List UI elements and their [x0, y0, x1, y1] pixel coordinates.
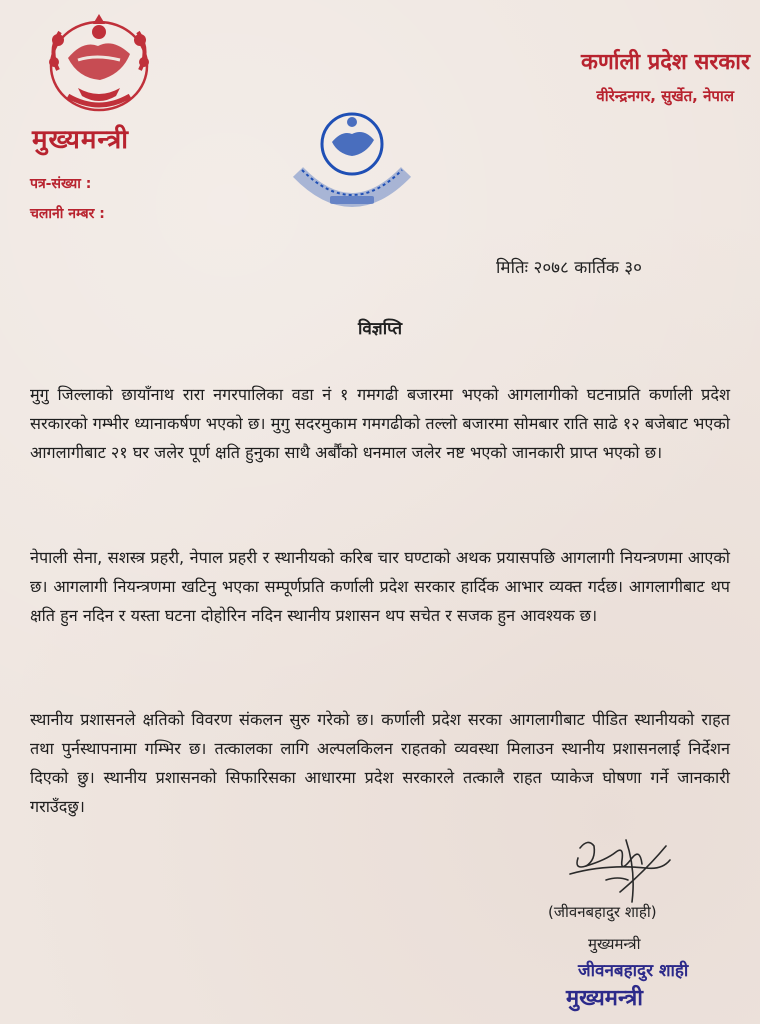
stamp-title: मुख्यमन्त्री — [566, 986, 643, 1011]
nepal-emblem-icon — [38, 10, 160, 116]
government-address: वीरेन्द्रनगर, सुर्खेत, नेपाल — [596, 87, 734, 105]
government-name: कर्णाली प्रदेश सरकार — [580, 50, 750, 75]
stamp-name: जीवनबहादुर शाही — [578, 961, 689, 981]
signature-icon — [566, 830, 676, 910]
office-seal-icon — [292, 108, 412, 226]
body-paragraph-1: मुगु जिल्लाको छायाँनाथ रारा नगरपालिका वडा नं १ गमगढी बजारमा भएको आगलागीको घटनाप्रति कर्णाली प्रदेश सरकारको गम्भीर ध्यानाकर्षण भएको छ। मुगु सदरमुकाम गमगढीको तल्लो बजारमा सोमबार राति साढे १२ बजेबाट भएको आगलागीबाट २१ घर जलेर पूर्ण क्षति हुनुका साथै अर्बौंको धनमाल जलेर नष्ट भएको जानकारी प्राप्त भएको छ। — [30, 385, 730, 462]
dispatch-number-label: चलानी नम्बर : — [30, 206, 105, 222]
issue-date: मितिः २०७८ कार्तिक ३० — [496, 258, 642, 278]
document-title: विज्ञप्ति — [357, 319, 403, 339]
signer-name: (जीवनबहादुर शाही) — [548, 903, 657, 921]
body-paragraph-3: स्थानीय प्रशासनले क्षतिको विवरण संकलन सुरु गरेको छ। कर्णाली प्रदेश सरका आगलागीबाट पीडित स्थानीयको राहत तथा पुर्नस्थापनामा गम्भिर छ। तत्कालका लागि अल्पलकिलन राहतको व्यवस्था मिलाउन स्थानीय प्रशासनलाई निर्देशन दिएको छु। स्थानीय प्रशासनको सिफारिसका आधारमा प्रदेश सरकारले तत्कालै राहत प्याकेज घोषणा गर्ने जानकारी गराउँदछु। — [30, 710, 730, 816]
signer-title: मुख्यमन्त्री — [588, 935, 641, 953]
office-title: मुख्यमन्त्री — [32, 125, 129, 155]
body-paragraph-2: नेपाली सेना, सशस्त्र प्रहरी, नेपाल प्रहरी र स्थानीयको करिब चार घण्टाको अथक प्रयासपछि आगलागी नियन्त्रणमा आएको छ। आगलागी नियन्त्रणमा खटिनु भएका सम्पूर्णप्रति कर्णाली प्रदेश सरकार हार्दिक आभार व्यक्त गर्दछ। आगलागीबाट थप क्षति हुन नदिन र यस्ता घटना दोहोरिन नदिन स्थानीय प्रशासन थप सचेत र सजक हुन आवश्यक छ। — [30, 548, 730, 625]
reference-number-label: पत्र-संख्या : — [30, 176, 92, 192]
